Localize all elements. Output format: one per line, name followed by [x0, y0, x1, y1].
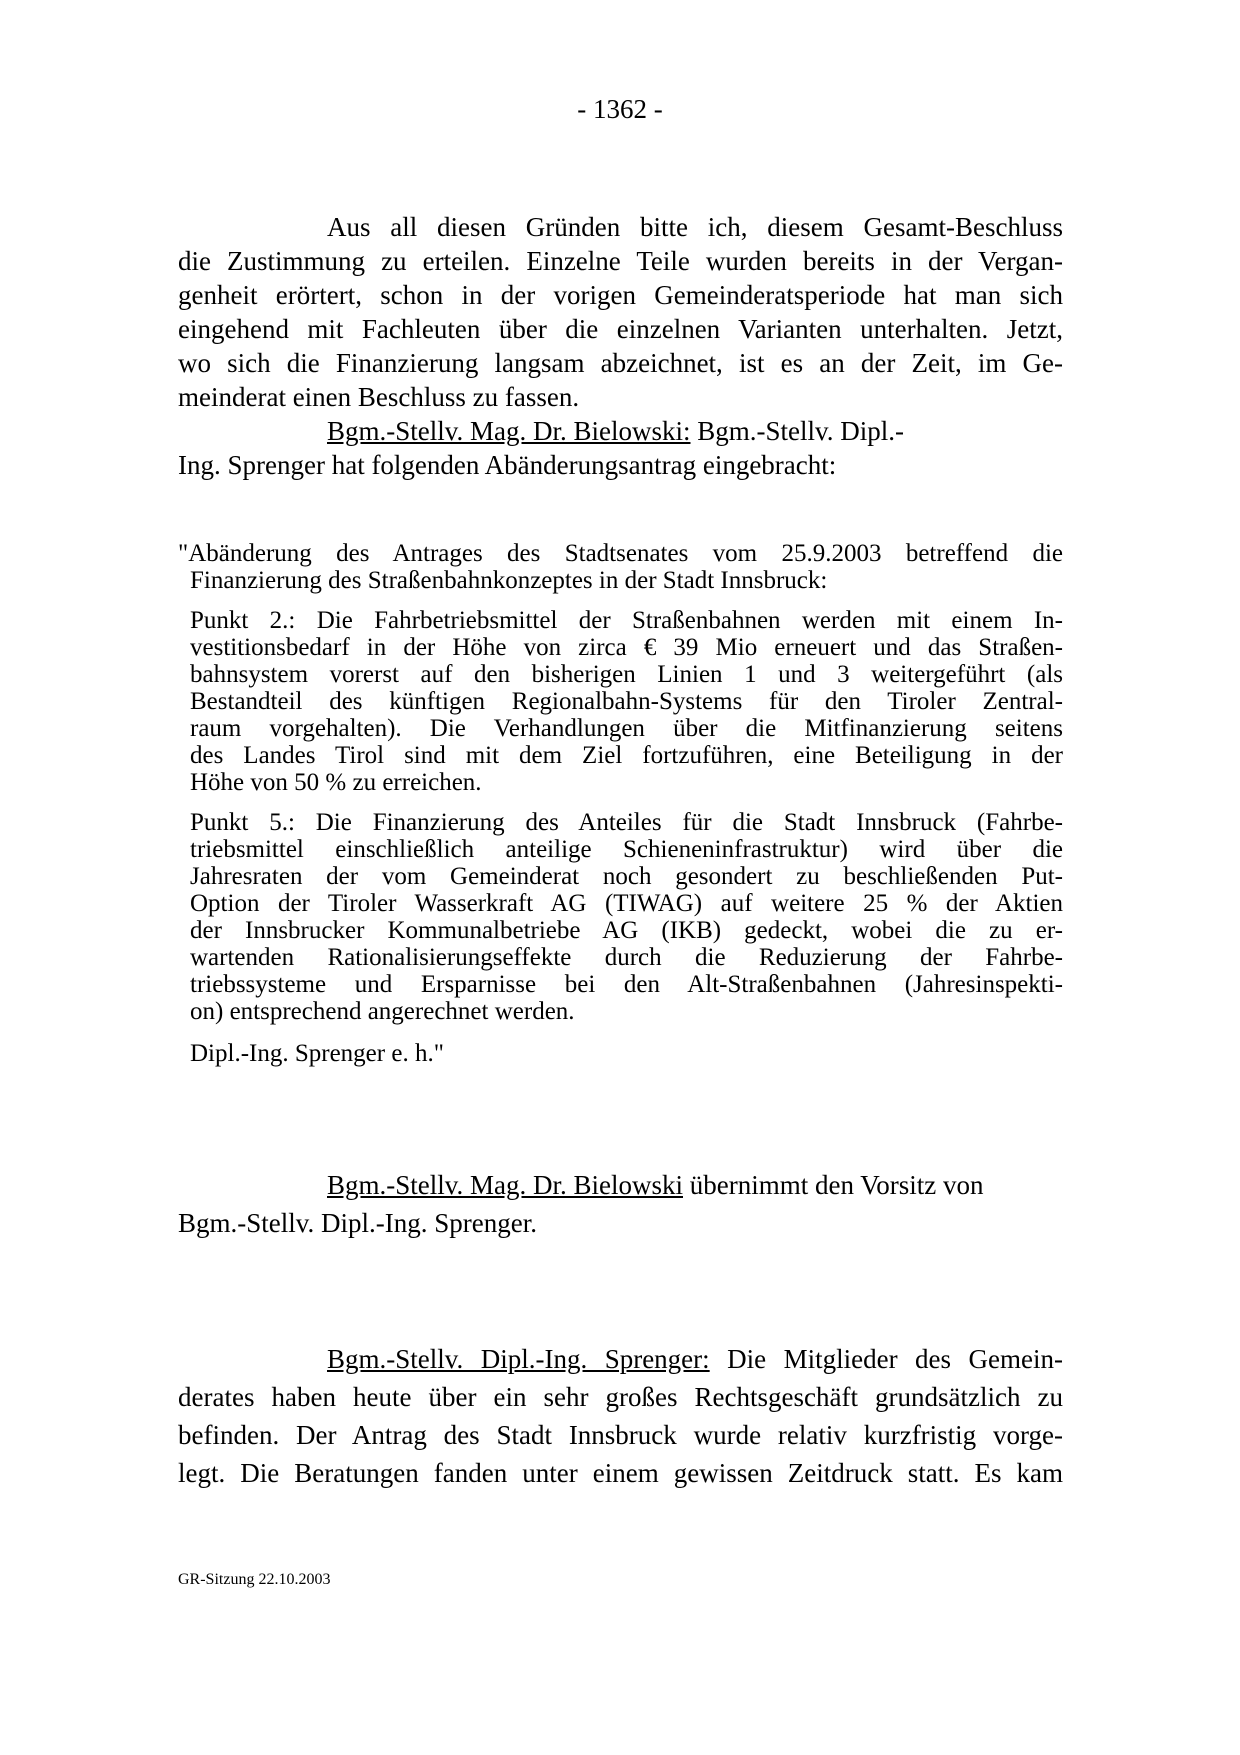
quote-line: der Innsbrucker Kommunalbetriebe AG (IKB) gedeckt, wobei die zu er-: [190, 917, 1063, 944]
text-line: Bgm.-Stellv. Dipl.-Ing. Sprenger.: [178, 1208, 537, 1238]
page-footer: GR-Sitzung 22.10.2003: [178, 1571, 331, 1588]
quote-line: bahnsystem vorerst auf den bisherigen Linien 1 und 3 weitergeführt (als: [190, 661, 1063, 688]
speaker-name: Bgm.-Stellv. Mag. Dr. Bielowski: [327, 1170, 683, 1200]
text-line: Aus all diesen Gründen bitte ich, diesem Gesamt-Beschluss: [327, 212, 1063, 242]
quote-line: on) entsprechend angerechnet werden.: [190, 998, 575, 1025]
quote-line: "Abänderung des Antrages des Stadtsenates vom 25.9.2003 betreffend die: [178, 540, 1063, 567]
text-fragment: übernimmt den Vorsitz von: [683, 1170, 984, 1200]
text-line: die Zustimmung zu erteilen. Einzelne Teile wurden bereits in der Vergan-: [178, 246, 1063, 276]
text-line: wo sich die Finanzierung langsam abzeichnet, ist es an der Zeit, im Ge-: [178, 348, 1063, 378]
speaker-name: Bgm.-Stellv. Dipl.-Ing. Sprenger:: [327, 1344, 710, 1374]
text-line: [327, 1168, 1063, 1202]
quote-line: raum vorgehalten). Die Verhandlungen über die Mitfinanzierung seitens: [190, 715, 1063, 742]
quote-line: Option der Tiroler Wasserkraft AG (TIWAG) auf weitere 25 % der Aktien: [190, 890, 1063, 917]
quote-line: triebsmittel einschließlich anteilige Schieneninfrastruktur) wird über die: [190, 836, 1063, 863]
text-line: Ing. Sprenger hat folgenden Abänderungsantrag eingebracht:: [178, 450, 837, 480]
text-line: befinden. Der Antrag des Stadt Innsbruck wurde relativ kurzfristig vorge-: [178, 1420, 1063, 1450]
text-line: meinderat einen Beschluss zu fassen.: [178, 382, 580, 412]
quote-line: des Landes Tirol sind mit dem Ziel fortzuführen, eine Beteiligung in der: [190, 742, 1063, 769]
speaker-name: Bgm.-Stellv. Mag. Dr. Bielowski:: [327, 416, 691, 446]
text-line: genheit erörtert, schon in der vorigen Gemeinderatsperiode hat man sich: [178, 280, 1063, 310]
quote-line: Punkt 5.: Die Finanzierung des Anteiles für die Stadt Innsbruck (Fahrbe-: [190, 809, 1063, 836]
text-fragment: Bgm.-Stellv. Dipl.-: [690, 416, 904, 446]
quote-line: triebssysteme und Ersparnisse bei den Alt-Straßenbahnen (Jahresinspekti-: [190, 971, 1063, 998]
quote-line: vestitionsbedarf in der Höhe von zirca € 39 Mio erneuert und das Straßen-: [190, 634, 1063, 661]
page-number: - 1362 -: [577, 94, 663, 124]
quote-line: Punkt 2.: Die Fahrbetriebsmittel der Straßenbahnen werden mit einem In-: [190, 607, 1063, 634]
quote-line: Finanzierung des Straßenbahnkonzeptes in der Stadt Innsbruck:: [190, 567, 828, 594]
text-line: eingehend mit Fachleuten über die einzelnen Varianten unterhalten. Jetzt,: [178, 314, 1063, 344]
quote-line: Höhe von 50 % zu erreichen.: [190, 769, 482, 796]
text-line: [327, 1342, 1063, 1376]
quote-line: wartenden Rationalisierungseffekte durch die Reduzierung der Fahrbe-: [190, 944, 1063, 971]
text-line: legt. Die Beratungen fanden unter einem gewissen Zeitdruck statt. Es kam: [178, 1458, 1063, 1488]
quote-line: Bestandteil des künftigen Regionalbahn-Systems für den Tiroler Zentral-: [190, 688, 1063, 715]
text-fragment: Die Mitglieder des Gemein-: [709, 1344, 1063, 1374]
text-line: derates haben heute über ein sehr großes Rechtsgeschäft grundsätzlich zu: [178, 1382, 1063, 1412]
text-line: [327, 414, 1063, 448]
quote-line: Jahresraten der vom Gemeinderat noch gesondert zu beschließenden Put-: [190, 863, 1063, 890]
quote-signature: Dipl.-Ing. Sprenger e. h.": [190, 1040, 444, 1067]
